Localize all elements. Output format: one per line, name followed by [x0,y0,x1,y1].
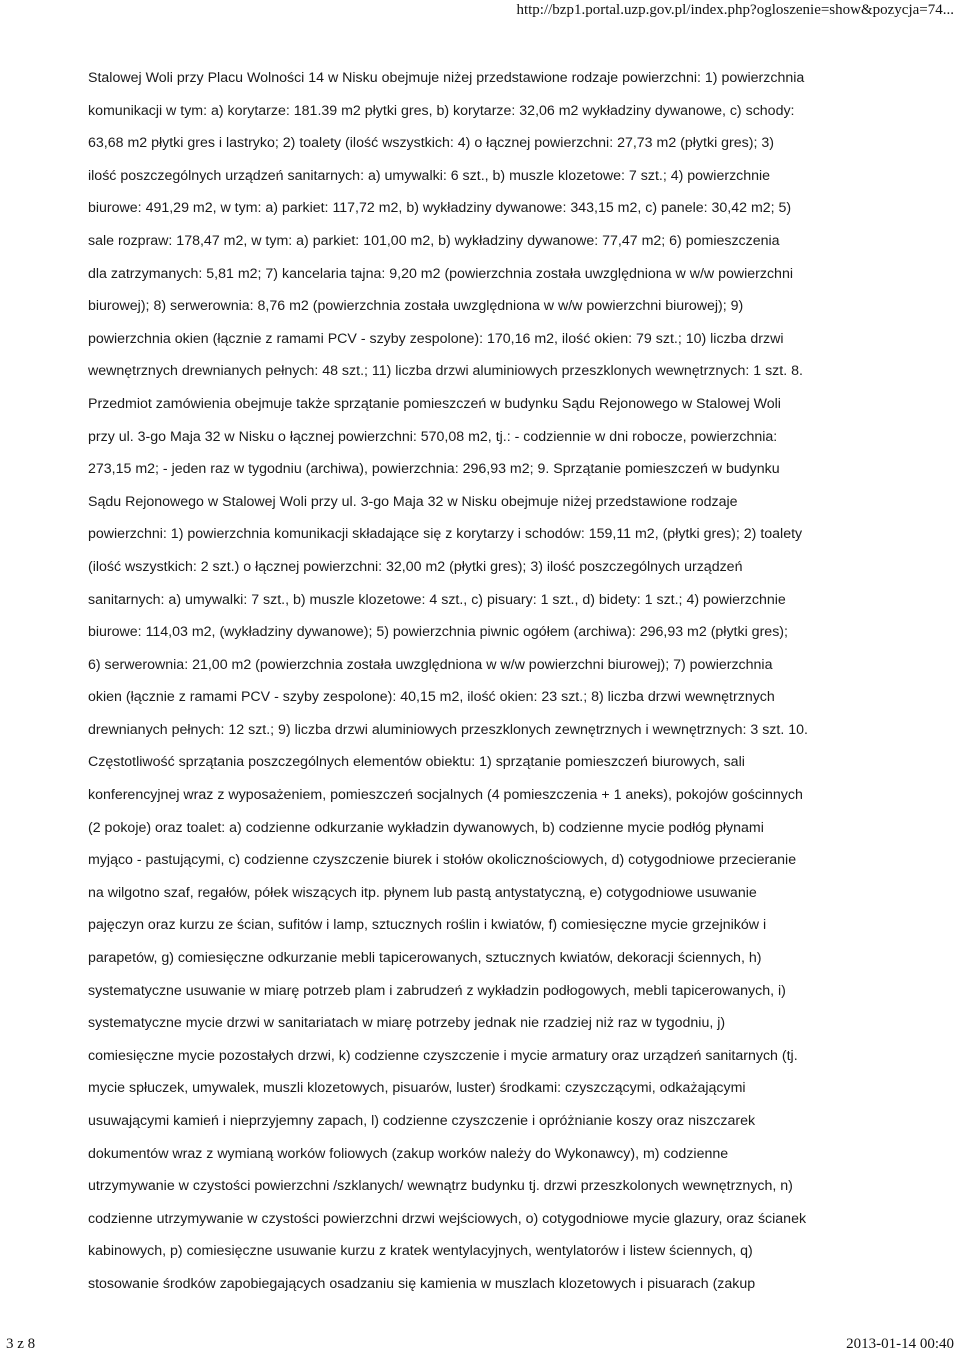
text-line: comiesięczne mycie pozostałych drzwi, k) codzienne czyszczenie i mycie armatury oraz urządzeń sanitarnych (tj. [88,1047,798,1064]
text-line: myjąco - pastującymi, c) codzienne czyszczenie biurek i stołów okolicznościowych, d) cotygodniowe przecieranie [88,852,797,869]
text-line: 6) serwerownia: 21,00 m2 (powierzchnia została uwzględniona w w/w powierzchni biurowej); 7) powierzchnia [88,656,773,673]
text-line: kabinowych, p) comiesięczne usuwanie kurzu z kratek wentylacyjnych, wentylatorów i listew ściennych, q) [88,1243,753,1260]
text-line: biurowe: 114,03 m2, (wykładziny dywanowe); 5) powierzchnia piwnic ogółem (archiwa): 296,93 m2 (płytki gres); [88,624,788,641]
print-datetime: 2013-01-14 00:40 [846,1336,954,1352]
text-line: parapetów, g) comiesięczne odkurzanie mebli tapicerowanych, sztucznych kwiatów, dekoracji ściennych, h) [88,950,762,967]
page-url-header: http://bzp1.portal.uzp.gov.pl/index.php?ogloszenie=show&pozycja=74... [516,2,954,18]
text-line: komunikacji w tym: a) korytarze: 181.39 m2 płytki gres, b) korytarze: 32,06 m2 wykładziny dywanowe, c) schody: [88,102,795,119]
text-line: (2 pokoje) oraz toalet: a) codzienne odkurzanie wykładzin dywanowych, b) codzienne mycie podłóg płynami [88,819,764,836]
text-line: sanitarnych: a) umywalki: 7 szt., b) muszle klozetowe: 4 szt., c) pisuary: 1 szt., d) bidety: 1 szt.; 4) powierzchnie [88,591,786,608]
text-line: codzienne utrzymywanie w czystości powierzchni drzwi wejściowych, o) cotygodniowe mycie glazury, oraz ścianek [88,1210,807,1227]
text-line: ilość poszczególnych urządzeń sanitarnych: a) umywalki: 6 szt., b) muszle klozetowe: 7 szt.; 4) powierzchnie [88,167,771,184]
document-body [88,62,898,1301]
text-line: konferencyjnej wraz z wyposażeniem, pomieszczeń socjalnych (4 pomieszczenia + 1 aneks), pokojów gościnnych [88,787,803,804]
text-line: dokumentów wraz z wymianą worków foliowych (zakup worków należy do Wykonawcy), m) codzienne [88,1145,729,1162]
text-line: przy ul. 3-go Maja 32 w Nisku o łącznej powierzchni: 570,08 m2, tj.: - codziennie w dni robocze, powierzchnia: [88,428,778,445]
text-line: powierzchni: 1) powierzchnia komunikacji składające się z korytarzy i schodów: 159,11 m2, (płytki gres); 2) toalety [88,526,803,543]
text-line: systematyczne mycie drzwi w sanitariatach w miarę potrzeby jednak nie rzadziej niż raz w tygodniu, j) [88,1015,726,1032]
text-line: pajęczyn oraz kurzu ze ścian, sufitów i lamp, sztucznych roślin i kwiatów, f) comiesięczne mycie grzejników i [88,917,767,934]
text-line: Stalowej Woli przy Placu Wolności 14 w Nisku obejmuje niżej przedstawione rodzaje powierzchni: 1) powierzchnia [88,70,805,86]
text-line: biurowej); 8) serwerownia: 8,76 m2 (powierzchnia została uwzględniona w w/w powierzchni biurowej); 9) [88,298,744,315]
text-line: (ilość wszystkich: 2 szt.) o łącznej powierzchni: 32,00 m2 (płytki gres); 3) ilość poszczególnych urządzeń [88,558,743,575]
text-line: powierzchnia okien (łącznie z ramami PCV - szyby zespolone): 170,16 m2, ilość okien: 79 szt.; 10) liczba drzwi [88,330,784,347]
page-number: 3 z 8 [6,1336,36,1352]
text-line: na wilgotno szaf, regałów, półek wiszących itp. płynem lub pastą antystatyczną, e) cotygodniowe usuwanie [88,884,757,901]
text-line: utrzymywanie w czystości powierzchni /szklanych/ wewnątrz budynku tj. drzwi przeszkolonych wewnętrznych, n) [88,1178,793,1195]
text-line: 63,68 m2 płytki gres i lastryko; 2) toalety (ilość wszystkich: 4) o łącznej powierzchni: 27,73 m2 (płytki gres); 3) [88,135,774,152]
text-line: Przedmiot zamówienia obejmuje także sprzątanie pomieszczeń w budynku Sądu Rejonowego w Stalowej Woli [88,395,781,412]
text-line: 273,15 m2; - jeden raz w tygodniu (archiwa), powierzchnia: 296,93 m2; 9. Sprzątanie pomieszczeń w budynku [88,461,780,478]
text-line: systematyczne usuwanie w miarę potrzeb plam i zabrudzeń z wykładzin podłogowych, mebli tapicerowanych, i) [88,982,786,999]
text-line: biurowe: 491,29 m2, w tym: a) parkiet: 117,72 m2, b) wykładziny dywanowe: 343,15 m2, c) panele: 30,42 m2; 5) [88,200,792,217]
text-line: okien (łącznie z ramami PCV - szyby zespolone): 40,15 m2, ilość okien: 23 szt.; 8) liczba drzwi wewnętrznych [88,689,775,706]
text-line: Sądu Rejonowego w Stalowej Woli przy ul. 3-go Maja 32 w Nisku obejmuje niżej przedstawione rodzaje [88,493,738,510]
text-line: stosowanie środków zapobiegających osadzaniu się kamienia w muszlach klozetowych i pisuarach (zakup [88,1275,756,1292]
text-line: Częstotliwość sprzątania poszczególnych elementów obiektu: 1) sprzątanie pomieszczeń biurowych, sali [88,754,745,771]
text-line: sale rozpraw: 178,47 m2, w tym: a) parkiet: 101,00 m2, b) wykładziny dywanowe: 77,47 m2; 6) pomieszczenia [88,232,780,249]
text-line: mycie spłuczek, umywalek, muszli klozetowych, pisuarów, luster) środkami: czyszczącymi, odkażającymi [88,1080,746,1097]
text-line: wewnętrznych drewnianych pełnych: 48 szt.; 11) liczba drzwi aluminiowych przeszklonych wewnętrznych: 1 szt. 8. [88,363,803,380]
text-line: dla zatrzymanych: 5,81 m2; 7) kancelaria tajna: 9,20 m2 (powierzchnia została uwzględniona w w/w powierzchni [88,265,793,282]
text-line: drewnianych pełnych: 12 szt.; 9) liczba drzwi aluminiowych przeszklonych zewnętrznych i wewnętrznych: 3 szt. 10. [88,721,808,738]
text-line: usuwającymi kamień i nieprzyjemny zapach, l) codzienne czyszczenie i opróżnianie koszy oraz niszczarek [88,1113,756,1129]
